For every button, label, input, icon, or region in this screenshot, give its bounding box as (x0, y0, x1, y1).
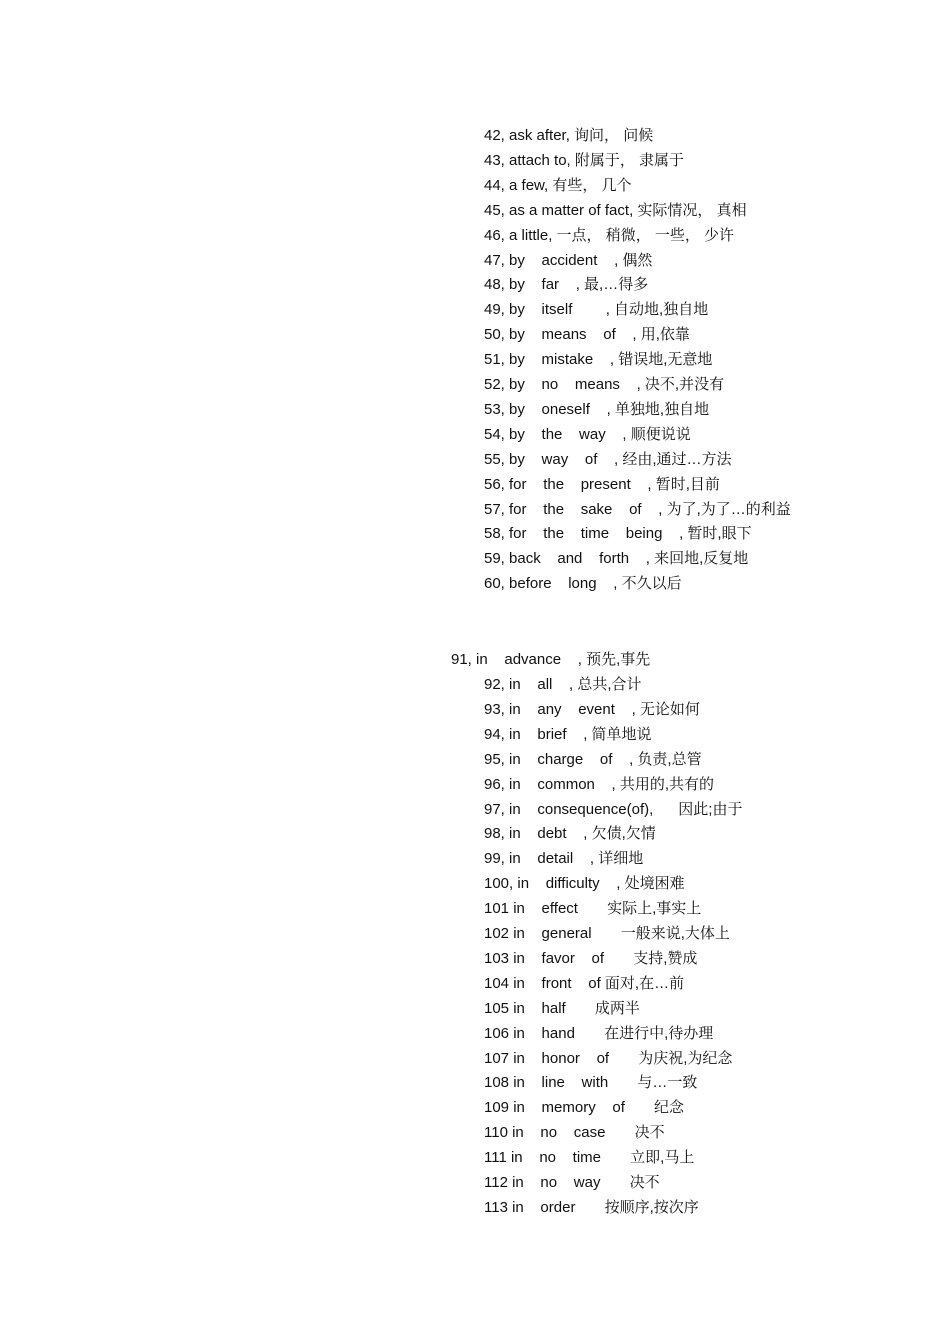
phrase-entry: 101 in effect 实际上,事实上 (484, 900, 702, 918)
phrase-entry: 51, by mistake , 错误地,无意地 (484, 351, 713, 369)
phrase-entry: 60, before long , 不久以后 (484, 575, 682, 593)
phrase-entry: 113 in order 按顺序,按次序 (484, 1198, 699, 1216)
phrase-entry: 112 in no way 决不 (484, 1174, 660, 1191)
phrase-entry: 108 in line with 与…一致 (484, 1074, 698, 1092)
phrase-entry: 106 in hand 在进行中,待办理 (484, 1024, 714, 1042)
phrase-entry: 42, ask after, 询问， 问候 (484, 127, 654, 144)
phrase-entry: 58, for the time being , 暂时,眼下 (484, 525, 752, 543)
phrase-entry: 47, by accident , 偶然 (484, 251, 653, 269)
phrase-entry: 59, back and forth , 来回地,反复地 (484, 550, 749, 568)
phrase-entry: 96, in common , 共用的,共有的 (484, 775, 715, 793)
phrase-entry: 109 in memory of 纪念 (484, 1099, 685, 1117)
phrase-entry: 54, by the way , 顺便说说 (484, 425, 691, 443)
phrase-entry: 93, in any event , 无论如何 (484, 700, 700, 718)
phrase-entry: 107 in honor of 为庆祝,为纪念 (484, 1049, 733, 1067)
phrase-entry: 104 in front of 面对,在…前 (484, 974, 685, 992)
phrase-entry: 95, in charge of , 负责,总管 (484, 750, 702, 768)
phrase-entry: 100, in difficulty , 处境困难 (484, 875, 685, 893)
phrase-entry: 46, a little, 一点， 稍微， 一些， 少许 (484, 226, 735, 244)
phrase-entry: 57, for the sake of , 为了,为了…的利益 (484, 500, 791, 518)
phrase-entry: 43, attach to, 附属于， 隶属于 (484, 151, 685, 169)
phrase-entry-91: 91, in advance , 预先,事先 (451, 651, 651, 668)
phrase-entry: 52, by no means , 决不,并没有 (484, 376, 725, 393)
phrase-entry: 103 in favor of 支持,赞成 (484, 949, 698, 967)
phrase-entry: 102 in general 一般来说,大体上 (484, 925, 730, 942)
phrase-entry: 97, in consequence(of), 因此;由于 (484, 800, 743, 818)
phrase-entry: 56, for the present , 暂时,目前 (484, 475, 720, 493)
phrase-entry: 99, in detail , 详细地 (484, 850, 644, 868)
phrase-entry: 49, by itself , 自动地,独自地 (484, 301, 709, 319)
phrase-entry: 92, in all , 总共,合计 (484, 676, 642, 693)
phrase-entry: 44, a few, 有些， 几个 (484, 176, 632, 194)
phrase-entry: 45, as a matter of fact, 实际情况， 真相 (484, 201, 747, 219)
phrase-entry: 55, by way of , 经由,通过…方法 (484, 450, 732, 468)
phrase-entry: 94, in brief , 简单地说 (484, 725, 652, 743)
phrase-entry: 105 in half 成两半 (484, 999, 640, 1017)
phrase-entry: 50, by means of , 用,依靠 (484, 326, 690, 344)
phrase-entry: 48, by far , 最,…得多 (484, 276, 649, 294)
phrase-entry: 98, in debt , 欠债,欠情 (484, 825, 656, 843)
phrase-entry: 110 in no case 决不 (484, 1124, 665, 1142)
phrase-entry: 111 in no time 立即,马上 (484, 1149, 695, 1167)
phrase-entry: 53, by oneself , 单独地,独自地 (484, 400, 710, 418)
